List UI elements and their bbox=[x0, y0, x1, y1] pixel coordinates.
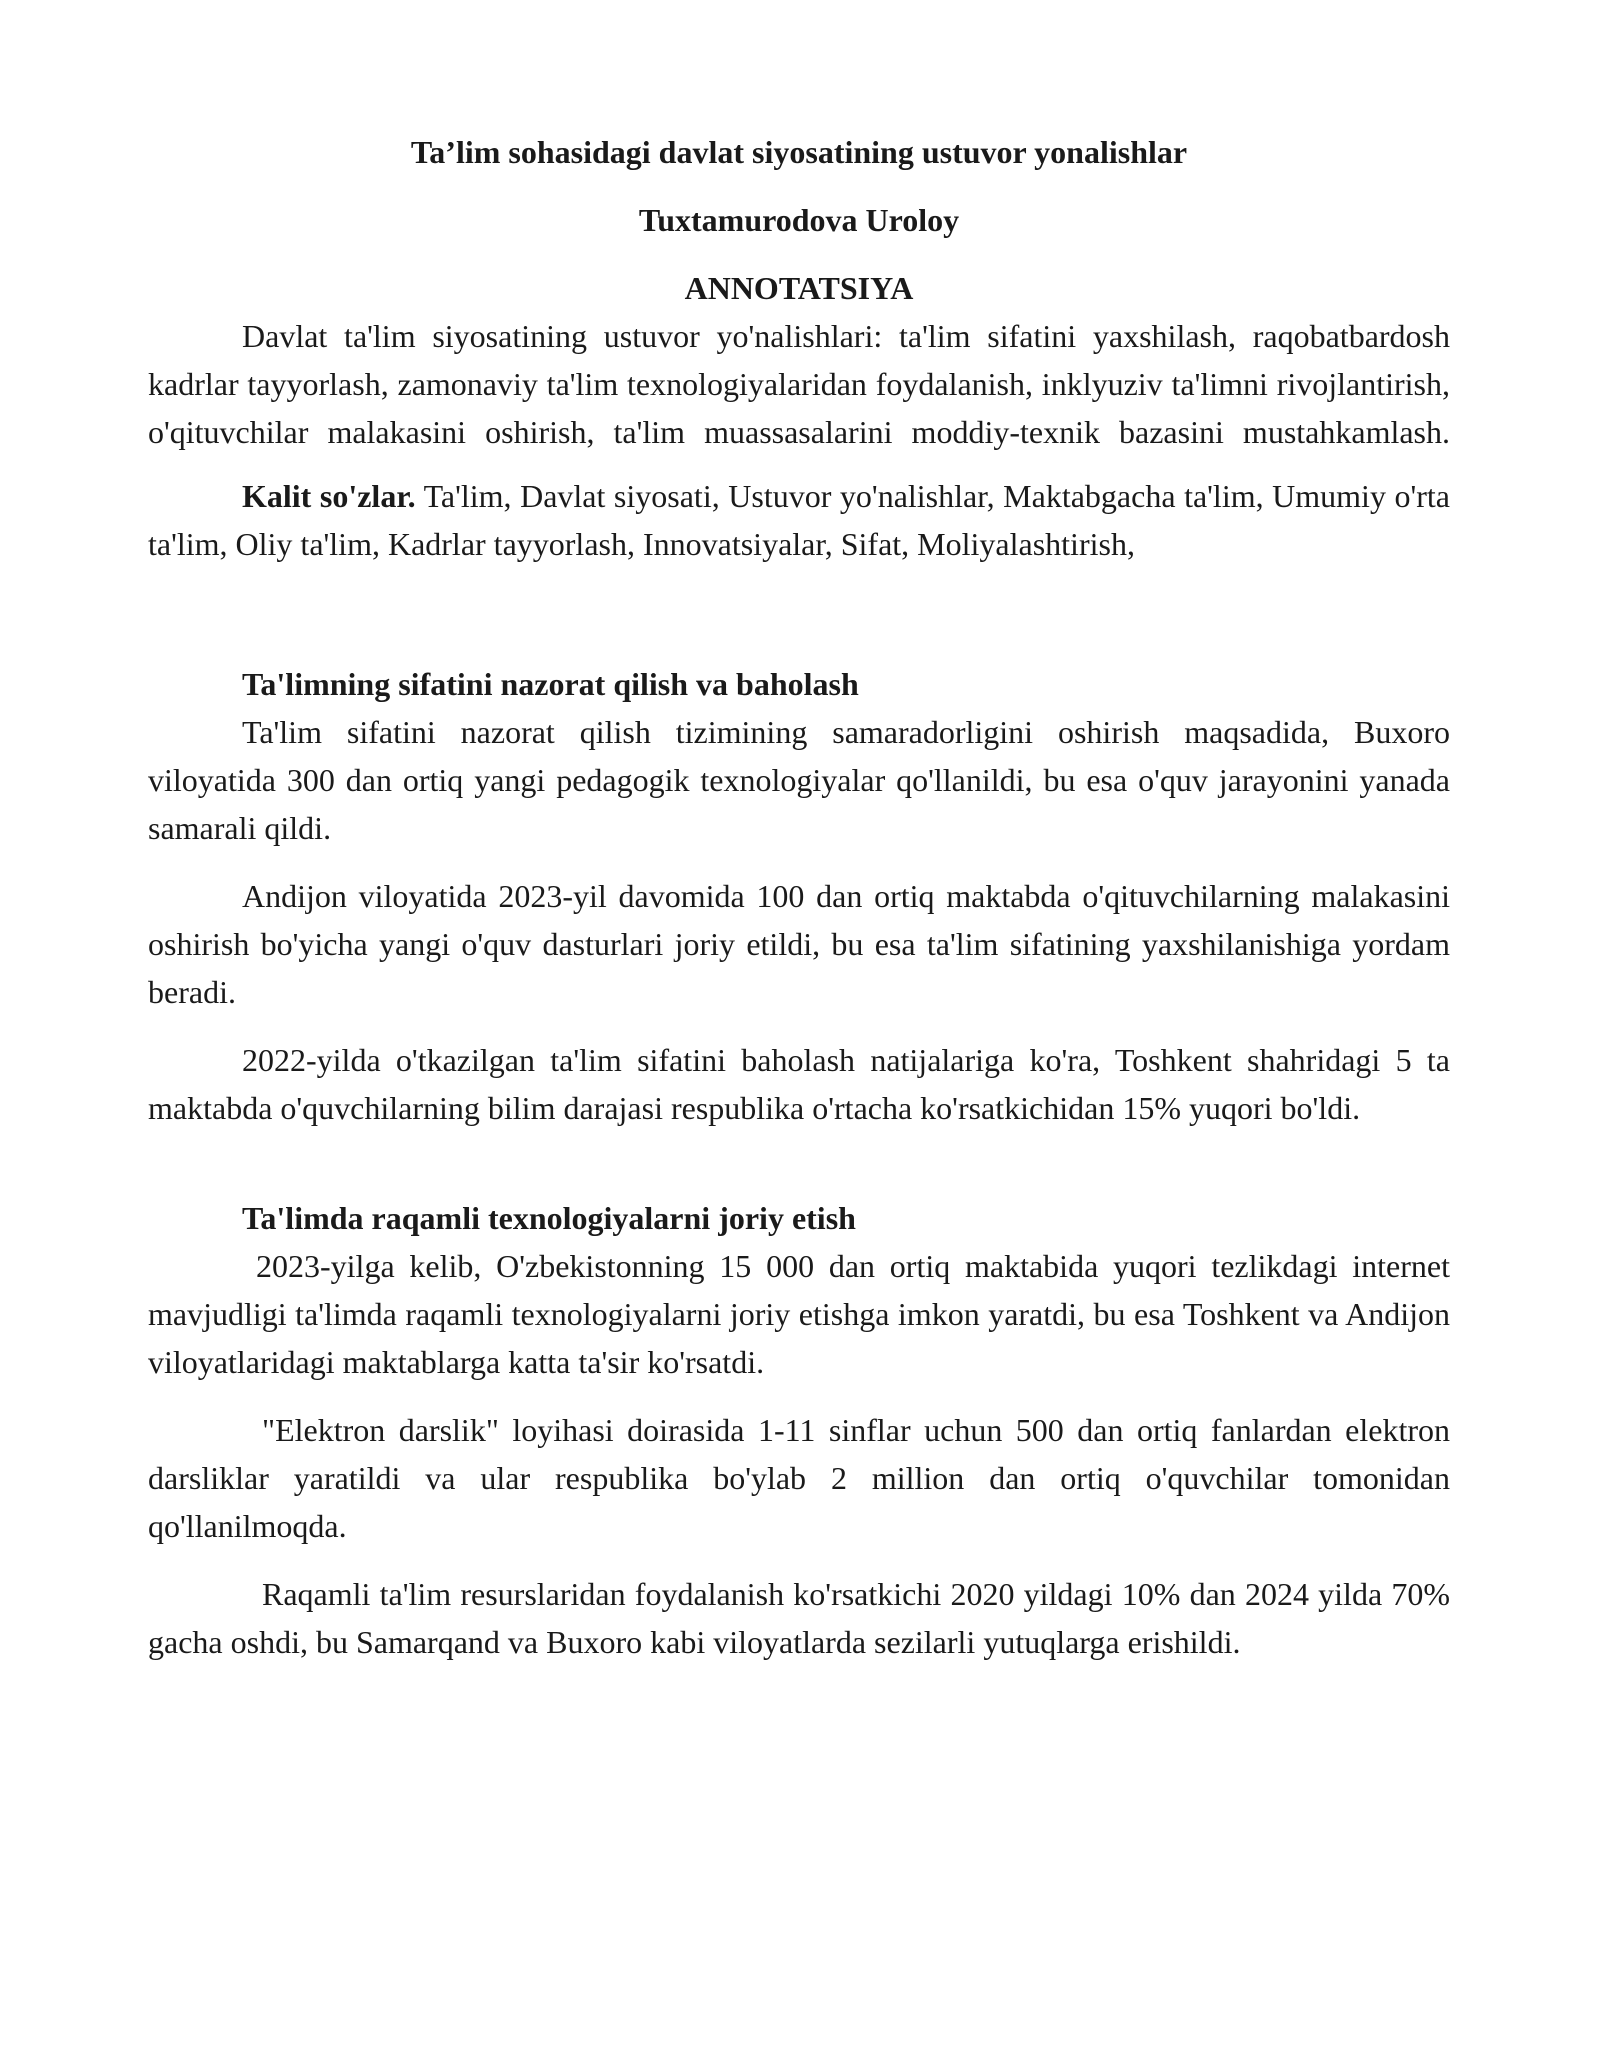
section-heading-quality-control: Ta'limning sifatini nazorat qilish va baholash bbox=[242, 666, 859, 702]
keywords-label: Kalit so'zlar. bbox=[242, 478, 416, 514]
section1-paragraph-2: Andijon viloyatida 2023-yil davomida 100 dan ortiq maktabda o'qituvchilarning malakasini oshirish bo'yicha yangi o'quv dasturlari joriy etildi, bu esa ta'lim sifatining yaxshilanishiga yordam beradi. bbox=[148, 878, 1450, 1010]
keywords-paragraph bbox=[148, 472, 1450, 568]
annotation-heading: ANNOTATSIYA bbox=[684, 270, 914, 306]
document-title: Ta’lim sohasidagi davlat siyosatining ustuvor yonalishlar bbox=[410, 134, 1188, 170]
document-page bbox=[148, 128, 1450, 1666]
keywords-text: Ta'lim, Davlat siyosati, Ustuvor yo'nalishlar, Maktabgacha ta'lim, Umumiy o'rta ta'lim, Oliy ta'lim, Kadrlar tayyorlash, Innovatsiyalar, Sifat, Moliyalashtirish, bbox=[148, 478, 1451, 562]
section1-paragraph-3: 2022-yilda o'tkazilgan ta'lim sifatini baholash natijalariga ko'ra, Toshkent shahridagi 5 ta maktabda o'quvchilarning bilim darajasi respublika o'rtacha ko'rsatkichidan 15% yuqori bo'ldi. bbox=[148, 1042, 1450, 1126]
author-name: Tuxtamurodova Uroloy bbox=[638, 202, 960, 238]
section1-paragraph-1: Ta'lim sifatini nazorat qilish tizimining samaradorligini oshirish maqsadida, Buxoro viloyatida 300 dan ortiq yangi pedagogik texnologiyalar qo'llanildi, bu esa o'quv jarayonini yanada samarali qildi. bbox=[148, 714, 1450, 846]
section2-paragraph-2: "Elektron darslik" loyihasi doirasida 1-11 sinflar uchun 500 dan ortiq fanlardan elektron darsliklar yaratildi va ular respublika bo'ylab 2 million dan ortiq o'quvchilar tomonidan qo'llanilmoqda. bbox=[148, 1412, 1450, 1544]
annotation-text: Davlat ta'lim siyosatining ustuvor yo'nalishlari: ta'lim sifatini yaxshilash, raqobatbardosh kadrlar tayyorlash, zamonaviy ta'lim texnologiyalaridan foydalanish, inklyuziv ta'limni rivojlantirish, o'qituvchilar malakasini oshirish, ta'lim muassasalarini moddiy-texnik bazasini mustahkamlash. bbox=[148, 318, 1450, 450]
section-heading-digital-technologies: Ta'limda raqamli texnologiyalarni joriy etish bbox=[242, 1200, 856, 1236]
section2-paragraph-1: 2023-yilga kelib, O'zbekistonning 15 000 dan ortiq maktabida yuqori tezlikdagi internet mavjudligi ta'limda raqamli texnologiyalarni joriy etishga imkon yaratdi, bu esa Toshkent va Andijon viloyatlaridagi maktablarga katta ta'sir ko'rsatdi. bbox=[148, 1248, 1450, 1380]
section2-paragraph-3: Raqamli ta'lim resurslaridan foydalanish ko'rsatkichi 2020 yildagi 10% dan 2024 yilda 70% gacha oshdi, bu Samarqand va Buxoro kabi viloyatlarda sezilarli yutuqlarga erishildi. bbox=[148, 1576, 1450, 1660]
